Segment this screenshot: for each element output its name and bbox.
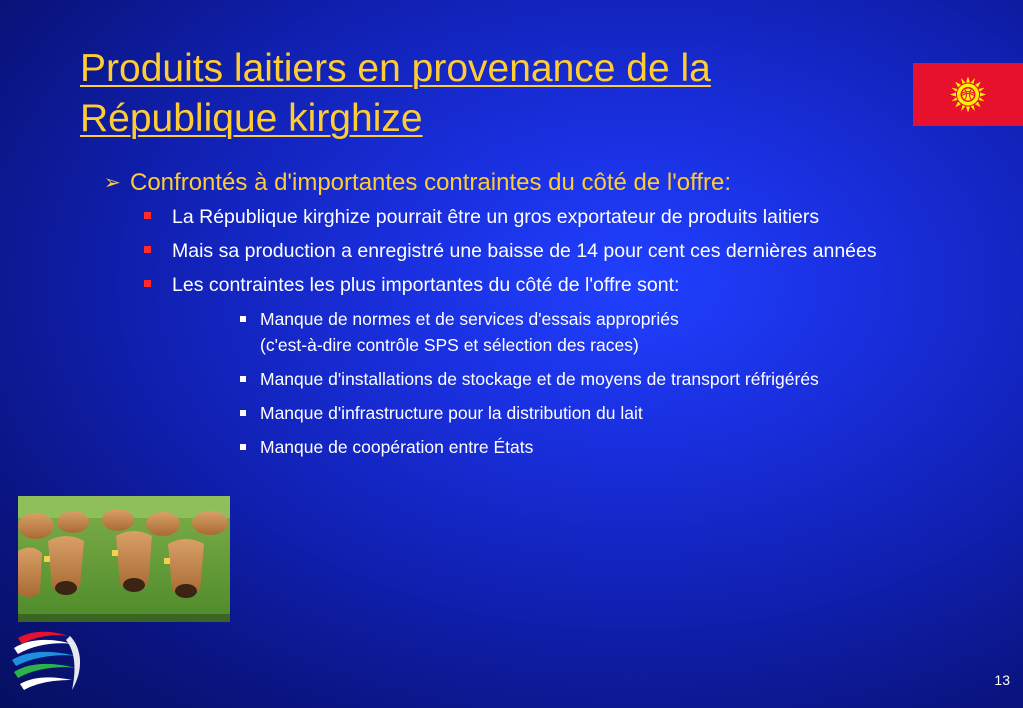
wto-logo (10, 630, 86, 698)
square-bullet-icon (144, 272, 172, 298)
constraint-text (260, 306, 679, 358)
constraint-item (238, 400, 936, 426)
main-point-text: Confrontés à d'importantes contraintes du côté de l'offre: (130, 169, 732, 196)
sub-point (144, 238, 936, 264)
kyrgyzstan-flag-icon (913, 63, 1023, 126)
slide-body (104, 168, 936, 468)
small-square-bullet-icon (238, 434, 260, 460)
sub-point-text: Les contraintes les plus importantes du côté de l'offre sont: (172, 274, 680, 296)
constraint-text: Manque d'installations de stockage et de moyens de transport réfrigérés (260, 369, 819, 389)
small-square-bullet-icon (238, 400, 260, 426)
small-square-bullet-icon (238, 306, 260, 332)
constraint-item (238, 434, 936, 460)
sub-point-text: La République kirghize pourrait être un gros exportateur de produits laitiers (172, 206, 820, 228)
constraint-text: Manque de coopération entre États (260, 437, 534, 457)
sub-point-text: Mais sa production a enregistré une baisse de 14 pour cent ces dernières années (172, 240, 877, 262)
constraint-text: Manque d'infrastructure pour la distribution du lait (260, 403, 643, 423)
main-point (104, 168, 936, 198)
small-square-bullet-icon (238, 366, 260, 392)
constraint-item (238, 366, 936, 392)
page-number: 13 (994, 672, 1010, 688)
slide-title (80, 44, 880, 144)
sub-point (144, 204, 936, 230)
square-bullet-icon (144, 238, 172, 264)
constraint-item (238, 306, 936, 358)
cows-photo (18, 496, 230, 622)
slide-title-line-1: Produits laitiers en provenance de la (80, 47, 711, 90)
slide-title-line-2: République kirghize (80, 97, 423, 140)
square-bullet-icon (144, 204, 172, 230)
constraint-text-line-1: Manque de normes et de services d'essais appropriés (260, 309, 679, 329)
arrow-bullet-icon: ➢ (104, 172, 121, 194)
constraint-text-line-2: (c'est-à-dire contrôle SPS et sélection des races) (260, 335, 639, 355)
sub-point (144, 272, 936, 298)
